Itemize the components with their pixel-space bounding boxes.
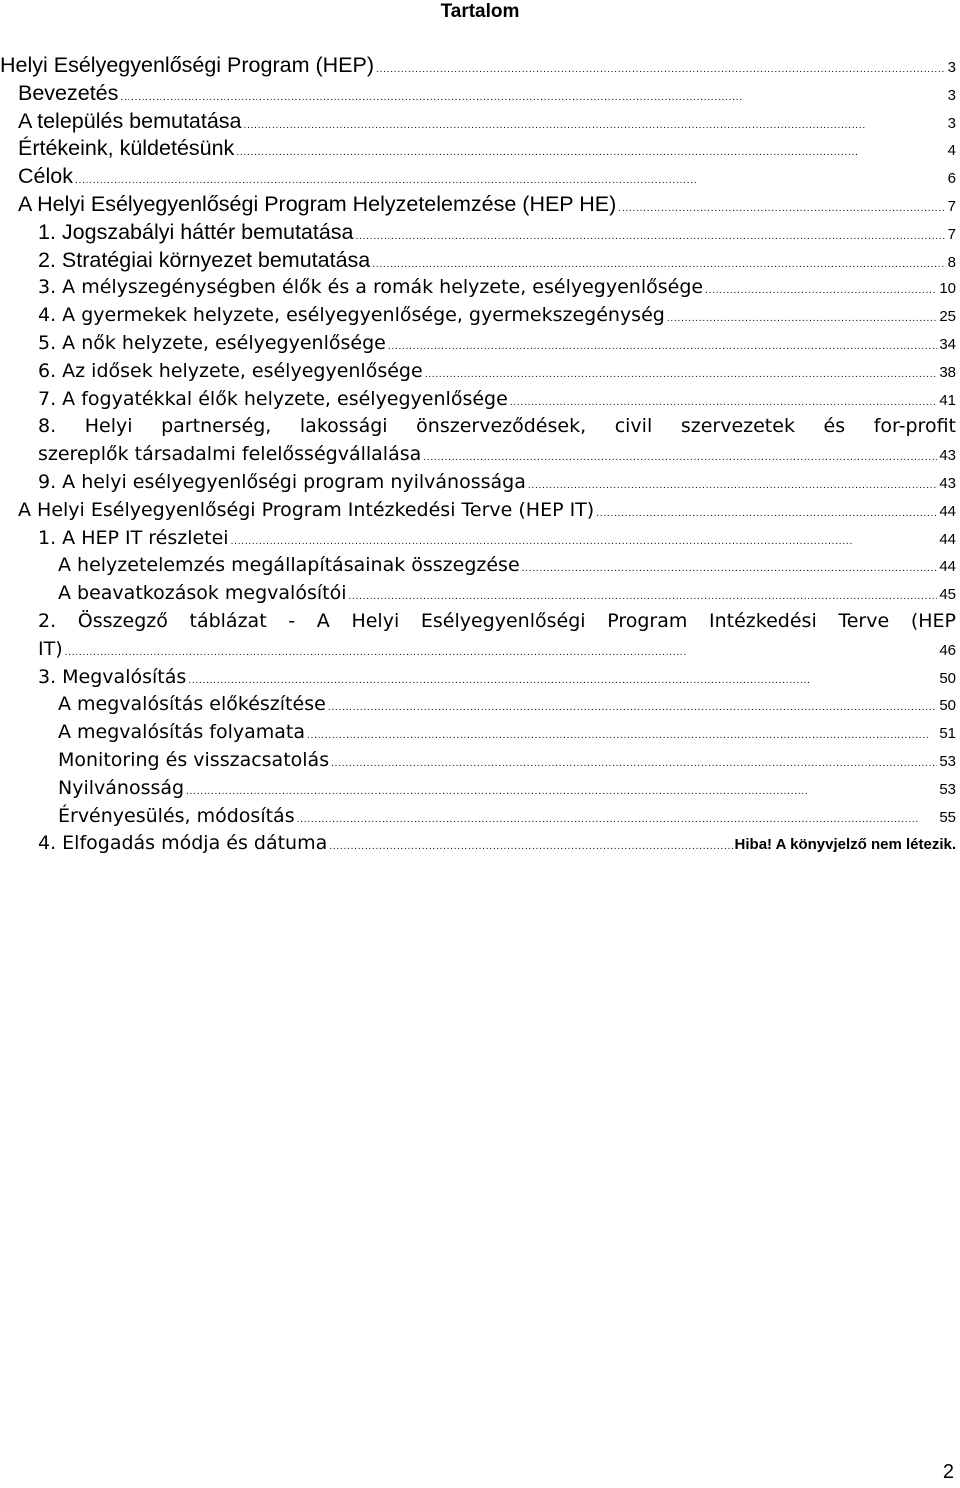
toc-entry[interactable] bbox=[0, 108, 960, 136]
toc-entry-text: Helyi Esélyegyenlőségi Program (HEP) bbox=[0, 53, 375, 77]
toc-entry-page: 53 bbox=[939, 780, 956, 798]
toc-entry-page: 7 bbox=[947, 225, 956, 243]
toc-entry-page: 10 bbox=[939, 280, 956, 298]
toc-entry-text: 2. Összegző táblázat - A Helyi Esélyegyenlőségi Program Intézkedési Terve (HEP bbox=[38, 609, 956, 632]
toc-entry-text: 8. Helyi partnerség, lakossági önszerveződések, civil szervezetek és for-profit bbox=[38, 415, 956, 438]
toc-entry[interactable] bbox=[0, 330, 960, 358]
toc-leader-dots bbox=[356, 223, 946, 241]
toc-entry[interactable] bbox=[0, 219, 960, 247]
toc-entry[interactable] bbox=[0, 497, 960, 525]
toc-entry[interactable] bbox=[0, 691, 960, 719]
toc-leader-dots bbox=[236, 139, 945, 157]
toc-entry-text: 9. A helyi esélyegyenlőségi program nyilvánossága bbox=[38, 470, 526, 493]
toc-entry[interactable] bbox=[0, 80, 960, 108]
toc-entry-text: 3. A mélyszegénységben élők és a romák helyzete, esélyegyenlősége bbox=[38, 276, 704, 299]
toc-leader-dots bbox=[65, 639, 938, 657]
toc-entry[interactable] bbox=[0, 413, 960, 469]
toc-entry[interactable] bbox=[0, 358, 960, 386]
toc-entry[interactable] bbox=[0, 135, 960, 163]
toc-leader-dots bbox=[231, 528, 938, 546]
toc-entry[interactable] bbox=[0, 830, 960, 858]
toc-entry-page: 55 bbox=[939, 808, 956, 826]
toc-entry-page: 44 bbox=[939, 502, 956, 520]
toc-entry-text: 1. Jogszabályi háttér bemutatása bbox=[38, 219, 354, 244]
toc-leader-dots bbox=[297, 806, 938, 824]
toc-entry[interactable] bbox=[0, 469, 960, 497]
toc-entry-page: 3 bbox=[947, 114, 956, 132]
toc-entry-text: A helyzetelemzés megállapításainak összegzése bbox=[58, 554, 520, 577]
toc-entry[interactable] bbox=[0, 580, 960, 608]
toc-leader-dots bbox=[186, 778, 937, 796]
toc-entry-text: 7. A fogyatékkal élők helyzete, esélyegyenlősége bbox=[38, 387, 508, 410]
toc-entry-text: Érvényesülés, módosítás bbox=[58, 804, 295, 827]
toc-entry-text: Bevezetés bbox=[18, 80, 119, 105]
toc-entry[interactable] bbox=[0, 608, 960, 664]
toc-entry-text: 4. Elfogadás módja és dátuma bbox=[38, 832, 328, 855]
toc-entry-page: 43 bbox=[939, 474, 956, 492]
toc-leader-dots bbox=[425, 361, 938, 379]
toc-entry-page: 53 bbox=[939, 752, 956, 770]
toc-entry[interactable] bbox=[0, 525, 960, 553]
toc-entry-page: 25 bbox=[939, 308, 956, 326]
toc-entry-text: Monitoring és visszacsatolás bbox=[58, 748, 330, 771]
toc-leader-dots bbox=[667, 305, 937, 323]
toc-leader-dots bbox=[372, 251, 945, 269]
toc-entry-page: 45 bbox=[939, 586, 956, 604]
toc-entry-text: 5. A nők helyzete, esélyegyenlősége bbox=[38, 331, 386, 354]
toc-entry-page: 50 bbox=[939, 697, 956, 715]
toc-entry-text: A megvalósítás előkészítése bbox=[58, 693, 326, 716]
toc-entry[interactable] bbox=[0, 775, 960, 803]
toc-title: Tartalom bbox=[440, 1, 520, 22]
toc-entry-text: A település bemutatása bbox=[18, 108, 242, 133]
toc-entry-text: 2. Stratégiai környezet bemutatása bbox=[38, 247, 371, 272]
toc-entry[interactable] bbox=[0, 386, 960, 414]
toc-entry-page-error: Hiba! A könyvjelző nem létezik. bbox=[734, 836, 956, 854]
toc-entry-page: 41 bbox=[939, 391, 956, 409]
table-of-contents bbox=[0, 52, 960, 858]
toc-entry-page: 51 bbox=[939, 725, 956, 743]
toc-entry[interactable] bbox=[0, 163, 960, 191]
toc-entry-text-continued: szereplők társadalmi felelősségvállalása bbox=[38, 443, 422, 466]
toc-entry-text: 4. A gyermekek helyzete, esélyegyenlősége, gyermekszegénység bbox=[38, 304, 665, 327]
toc-entry[interactable] bbox=[0, 747, 960, 775]
toc-entry[interactable] bbox=[0, 302, 960, 330]
toc-entry-text-continued: IT) bbox=[38, 637, 63, 660]
toc-entry-page: 7 bbox=[947, 197, 956, 215]
toc-entry[interactable] bbox=[0, 191, 960, 219]
toc-entry[interactable] bbox=[0, 552, 960, 580]
toc-entry-page: 44 bbox=[939, 530, 956, 548]
toc-entry-page: 44 bbox=[939, 558, 956, 576]
toc-entry-page: 50 bbox=[939, 669, 956, 687]
toc-entry-text: 3. Megvalósítás bbox=[38, 665, 187, 688]
toc-leader-dots bbox=[329, 833, 732, 851]
toc-entry-text: 1. A HEP IT részletei bbox=[38, 526, 229, 549]
toc-leader-dots bbox=[328, 694, 938, 712]
toc-leader-dots bbox=[705, 277, 937, 295]
toc-entry[interactable] bbox=[0, 719, 960, 747]
toc-entry-page: 3 bbox=[947, 86, 956, 104]
toc-entry-page: 34 bbox=[939, 335, 956, 353]
toc-leader-dots bbox=[510, 389, 938, 407]
toc-entry-text: Nyilvánosság bbox=[58, 776, 185, 799]
toc-entry-text: A megvalósítás folyamata bbox=[58, 721, 306, 744]
toc-leader-dots bbox=[522, 555, 938, 573]
toc-entry-text: 6. Az idősek helyzete, esélyegyenlősége bbox=[38, 359, 423, 382]
toc-entry[interactable] bbox=[0, 803, 960, 831]
toc-leader-dots bbox=[528, 472, 937, 490]
toc-entry-page: 38 bbox=[939, 363, 956, 381]
toc-leader-dots bbox=[120, 84, 945, 102]
toc-entry[interactable] bbox=[0, 52, 960, 80]
toc-leader-dots bbox=[75, 167, 946, 185]
toc-leader-dots bbox=[388, 333, 937, 351]
toc-entry-text: Értékeink, küldetésünk bbox=[18, 136, 235, 161]
toc-entry-page: 3 bbox=[947, 59, 956, 76]
toc-leader-dots bbox=[307, 722, 937, 740]
toc-entry-page: 46 bbox=[939, 641, 956, 659]
toc-leader-dots bbox=[596, 500, 937, 518]
toc-leader-dots bbox=[188, 667, 937, 685]
page-number: 2 bbox=[942, 1461, 954, 1483]
toc-entry-text: A Helyi Esélyegyenlőségi Program Intézkedési Terve (HEP IT) bbox=[18, 498, 595, 521]
toc-entry-text: A beavatkozások megvalósítói bbox=[58, 582, 347, 605]
toc-entry[interactable] bbox=[0, 274, 960, 302]
toc-leader-dots bbox=[618, 195, 945, 213]
toc-entry-page: 6 bbox=[947, 170, 956, 188]
toc-entry-text: Célok bbox=[18, 164, 73, 189]
toc-leader-dots bbox=[376, 56, 946, 74]
toc-entry[interactable] bbox=[0, 247, 960, 275]
toc-entry-page: 8 bbox=[947, 253, 956, 271]
toc-entry[interactable] bbox=[0, 664, 960, 692]
toc-leader-dots bbox=[423, 444, 937, 462]
toc-entry-page: 43 bbox=[939, 447, 956, 465]
toc-leader-dots bbox=[244, 112, 946, 130]
toc-entry-text: A Helyi Esélyegyenlőségi Program Helyzetelemzése (HEP HE) bbox=[18, 191, 617, 216]
toc-entry-page: 4 bbox=[947, 142, 956, 160]
toc-leader-dots bbox=[331, 750, 937, 768]
toc-leader-dots bbox=[348, 583, 937, 601]
